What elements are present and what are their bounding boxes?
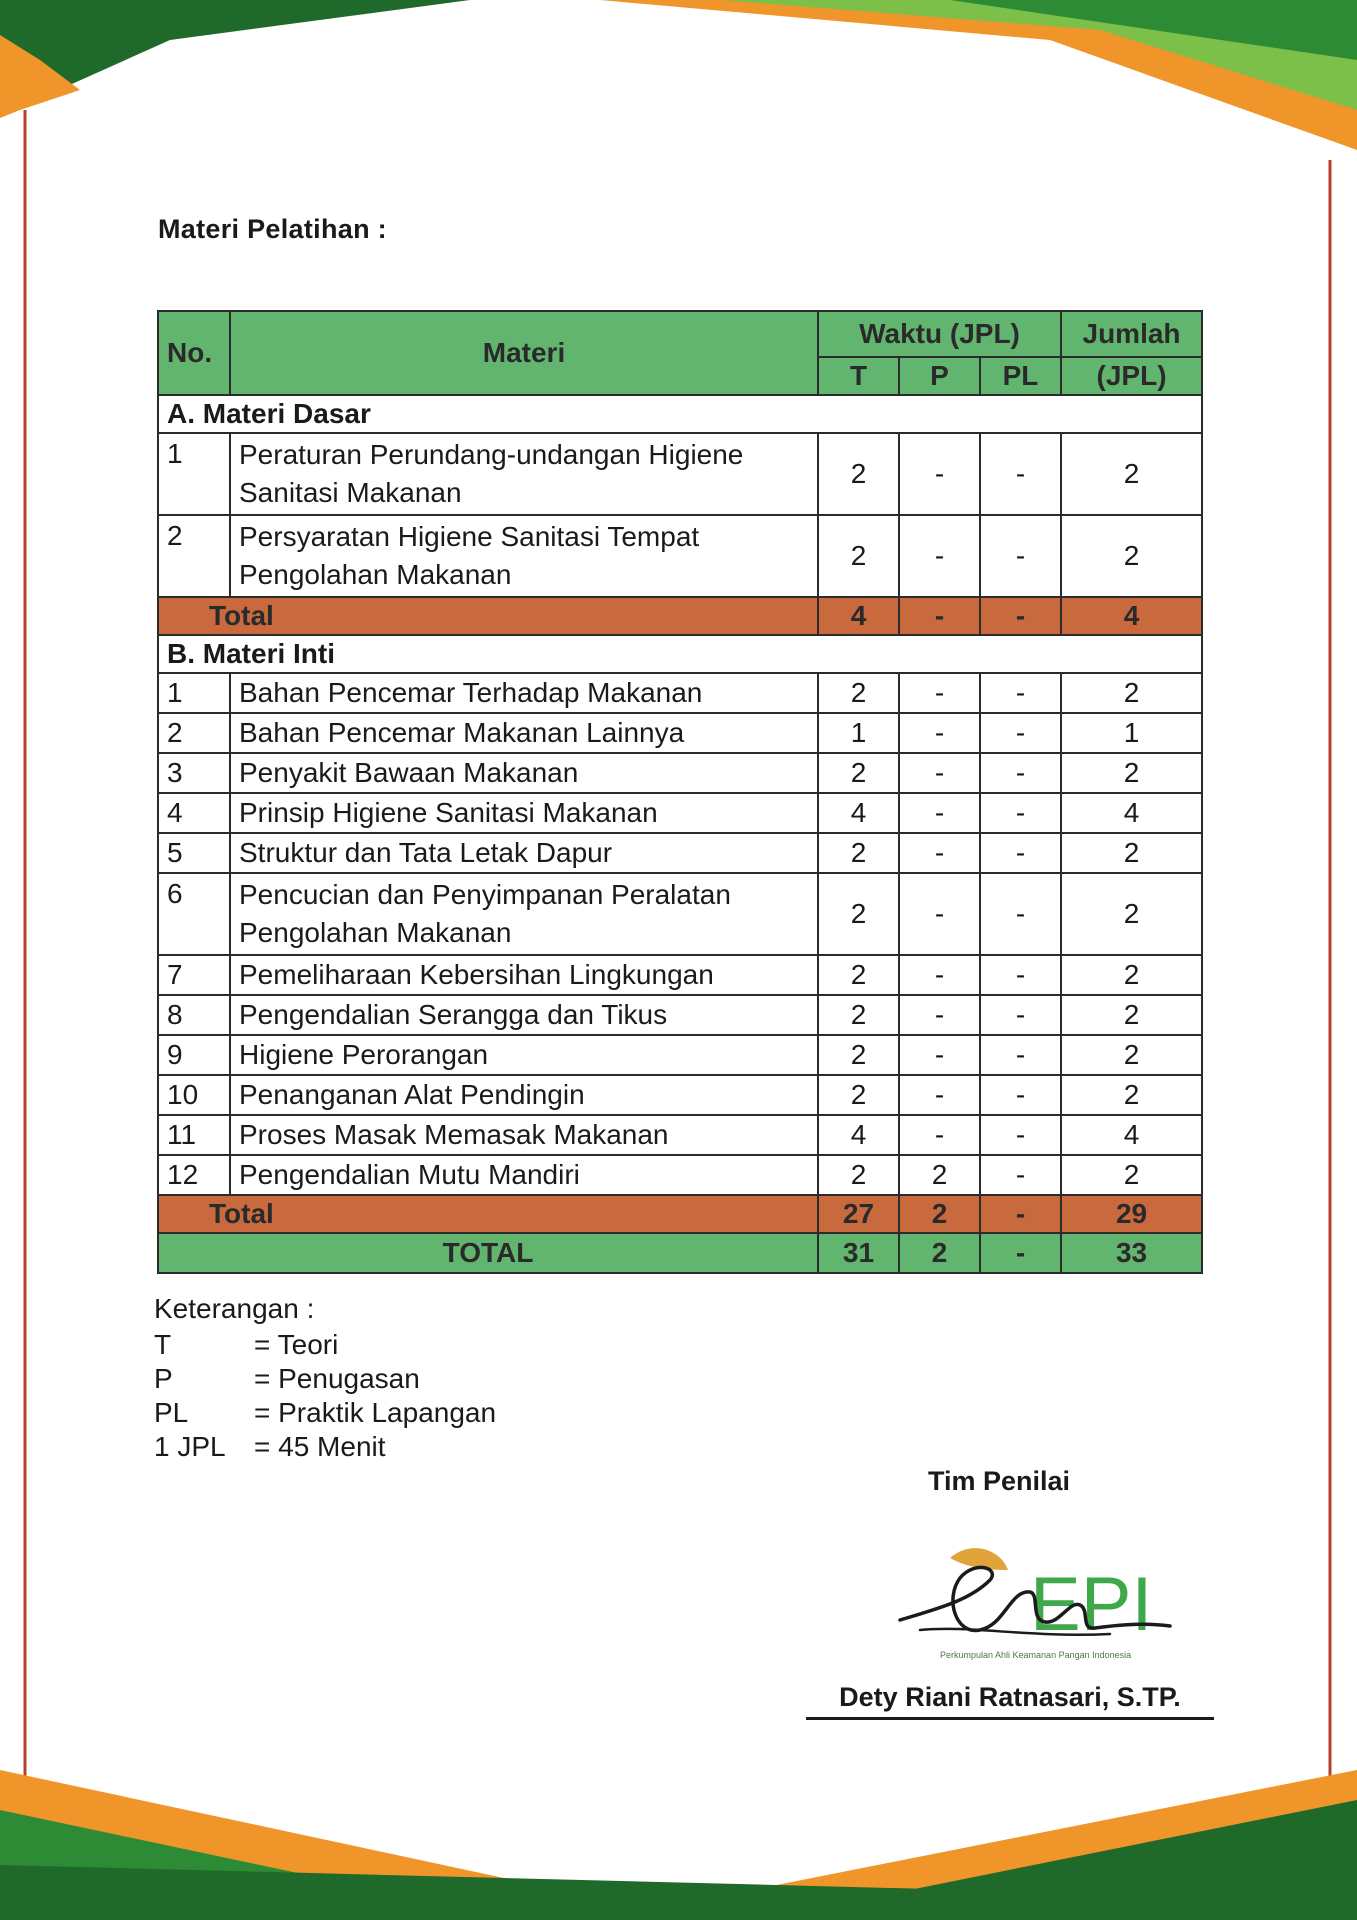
legend-item [154, 1328, 496, 1362]
row-number: 6 [158, 873, 230, 955]
row-t: 2 [818, 955, 899, 995]
column-header-t: T [818, 357, 899, 395]
row-jumlah: 2 [1061, 995, 1202, 1035]
row-jumlah: 2 [1061, 1035, 1202, 1075]
legend-key: P [154, 1363, 173, 1394]
column-header-p: P [899, 357, 980, 395]
row-jumlah: 2 [1061, 1155, 1202, 1195]
total-t: 27 [818, 1195, 899, 1233]
legend-key: 1 JPL [154, 1431, 226, 1462]
team-label: Tim Penilai [928, 1466, 1071, 1496]
table-row [158, 955, 1202, 995]
row-number: 1 [158, 673, 230, 713]
table-row [158, 1075, 1202, 1115]
row-t: 2 [818, 673, 899, 713]
grand-total-t: 31 [818, 1233, 899, 1273]
row-number: 2 [158, 713, 230, 753]
row-number: 11 [158, 1115, 230, 1155]
row-materi: Pencucian dan Penyimpanan Peralatan Pengolahan Makanan [230, 873, 818, 955]
row-p: - [899, 1035, 980, 1075]
total-jumlah: 29 [1061, 1195, 1202, 1233]
section-total-row [158, 1195, 1202, 1233]
table-row [158, 995, 1202, 1035]
row-p: - [899, 515, 980, 597]
row-t: 2 [818, 833, 899, 873]
column-header-jumlah: Jumlah [1061, 311, 1202, 357]
table-row [158, 673, 1202, 713]
row-pl: - [980, 753, 1061, 793]
section-header-row [158, 395, 1202, 433]
row-t: 1 [818, 713, 899, 753]
row-pl: - [980, 995, 1061, 1035]
row-materi: Bahan Pencemar Makanan Lainnya [230, 713, 818, 753]
row-p: - [899, 673, 980, 713]
column-header-waktu: Waktu (JPL) [818, 311, 1061, 357]
row-t: 2 [818, 1075, 899, 1115]
legend-value: = 45 Menit [254, 1431, 386, 1462]
logo-subtitle: Perkumpulan Ahli Keamanan Pangan Indonesia [940, 1650, 1132, 1660]
legend-key: T [154, 1329, 172, 1360]
row-number: 12 [158, 1155, 230, 1195]
legend-item [154, 1362, 496, 1396]
row-materi: Struktur dan Tata Letak Dapur [230, 833, 818, 873]
row-materi: Pemeliharaan Kebersihan Lingkungan [230, 955, 818, 995]
column-header-jumlah-unit: (JPL) [1061, 357, 1202, 395]
total-pl: - [980, 1195, 1061, 1233]
table-row [158, 433, 1202, 515]
row-p: - [899, 1115, 980, 1155]
table-header-row [158, 311, 1202, 357]
table-row [158, 1035, 1202, 1075]
grand-total-row [158, 1233, 1202, 1273]
total-label: Total [158, 1195, 818, 1233]
row-jumlah: 2 [1061, 673, 1202, 713]
row-jumlah: 1 [1061, 713, 1202, 753]
row-number: 10 [158, 1075, 230, 1115]
row-number: 9 [158, 1035, 230, 1075]
row-pl: - [980, 793, 1061, 833]
row-jumlah: 2 [1061, 753, 1202, 793]
table-row [158, 833, 1202, 873]
table-row [158, 1115, 1202, 1155]
row-materi: Higiene Perorangan [230, 1035, 818, 1075]
row-p: 2 [899, 1155, 980, 1195]
row-materi: Peraturan Perundang-undangan Higiene Sanitasi Makanan [230, 433, 818, 515]
legend-item [154, 1396, 496, 1430]
legend [154, 1292, 496, 1464]
table-row [158, 793, 1202, 833]
page-heading: Materi Pelatihan : [158, 214, 387, 244]
row-jumlah: 2 [1061, 833, 1202, 873]
row-p: - [899, 833, 980, 873]
row-number: 4 [158, 793, 230, 833]
row-jumlah: 2 [1061, 955, 1202, 995]
row-t: 4 [818, 793, 899, 833]
row-materi: Pengendalian Serangga dan Tikus [230, 995, 818, 1035]
row-p: - [899, 433, 980, 515]
signer-name: Dety Riani Ratnasari, S.TP. [806, 1682, 1214, 1720]
row-pl: - [980, 673, 1061, 713]
row-pl: - [980, 955, 1061, 995]
row-materi: Penyakit Bawaan Makanan [230, 753, 818, 793]
row-jumlah: 4 [1061, 1115, 1202, 1155]
table-row [158, 713, 1202, 753]
row-pl: - [980, 1035, 1061, 1075]
row-number: 5 [158, 833, 230, 873]
row-jumlah: 2 [1061, 873, 1202, 955]
grand-total-p: 2 [899, 1233, 980, 1273]
row-materi: Persyaratan Higiene Sanitasi Tempat Pengolahan Makanan [230, 515, 818, 597]
legend-key: PL [154, 1397, 189, 1428]
row-t: 2 [818, 1155, 899, 1195]
legend-value: = Penugasan [254, 1363, 420, 1394]
row-p: - [899, 873, 980, 955]
row-t: 2 [818, 433, 899, 515]
row-p: - [899, 753, 980, 793]
row-materi: Prinsip Higiene Sanitasi Makanan [230, 793, 818, 833]
table-row [158, 753, 1202, 793]
total-p: 2 [899, 1195, 980, 1233]
row-pl: - [980, 1155, 1061, 1195]
legend-value: = Praktik Lapangan [254, 1397, 497, 1428]
row-number: 2 [158, 515, 230, 597]
row-t: 2 [818, 1035, 899, 1075]
row-p: - [899, 713, 980, 753]
row-pl: - [980, 1115, 1061, 1155]
logo-text: EPI [1030, 1562, 1153, 1647]
total-jumlah: 4 [1061, 597, 1202, 635]
column-header-materi: Materi [230, 311, 818, 395]
row-jumlah: 2 [1061, 515, 1202, 597]
row-t: 2 [818, 995, 899, 1035]
column-header-no: No. [158, 311, 230, 395]
row-pl: - [980, 515, 1061, 597]
legend-value: = Teori [254, 1329, 339, 1360]
row-t: 2 [818, 873, 899, 955]
row-number: 3 [158, 753, 230, 793]
row-jumlah: 4 [1061, 793, 1202, 833]
section-title-materi-dasar: A. Materi Dasar [158, 395, 1202, 433]
total-p: - [899, 597, 980, 635]
row-p: - [899, 995, 980, 1035]
row-t: 2 [818, 753, 899, 793]
organization-logo-with-signature [880, 1530, 1210, 1670]
legend-item [154, 1430, 496, 1464]
row-pl: - [980, 1075, 1061, 1115]
row-materi: Proses Masak Memasak Makanan [230, 1115, 818, 1155]
column-header-pl: PL [980, 357, 1061, 395]
table-row [158, 873, 1202, 955]
section-total-row [158, 597, 1202, 635]
table-row [158, 1155, 1202, 1195]
row-number: 1 [158, 433, 230, 515]
total-label: Total [158, 597, 818, 635]
row-p: - [899, 793, 980, 833]
row-materi: Penanganan Alat Pendingin [230, 1075, 818, 1115]
grand-total-label: TOTAL [158, 1233, 818, 1273]
legend-title: Keterangan : [154, 1293, 315, 1324]
row-number: 7 [158, 955, 230, 995]
grand-total-pl: - [980, 1233, 1061, 1273]
row-jumlah: 2 [1061, 1075, 1202, 1115]
section-header-row [158, 635, 1202, 673]
row-p: - [899, 1075, 980, 1115]
row-pl: - [980, 833, 1061, 873]
row-pl: - [980, 433, 1061, 515]
grand-total-jumlah: 33 [1061, 1233, 1202, 1273]
row-p: - [899, 955, 980, 995]
row-jumlah: 2 [1061, 433, 1202, 515]
row-materi: Pengendalian Mutu Mandiri [230, 1155, 818, 1195]
section-title-materi-inti: B. Materi Inti [158, 635, 1202, 673]
training-material-table [157, 310, 1203, 1274]
row-t: 4 [818, 1115, 899, 1155]
row-number: 8 [158, 995, 230, 1035]
row-materi: Bahan Pencemar Terhadap Makanan [230, 673, 818, 713]
row-pl: - [980, 873, 1061, 955]
row-t: 2 [818, 515, 899, 597]
row-pl: - [980, 713, 1061, 753]
total-t: 4 [818, 597, 899, 635]
total-pl: - [980, 597, 1061, 635]
table-row [158, 515, 1202, 597]
